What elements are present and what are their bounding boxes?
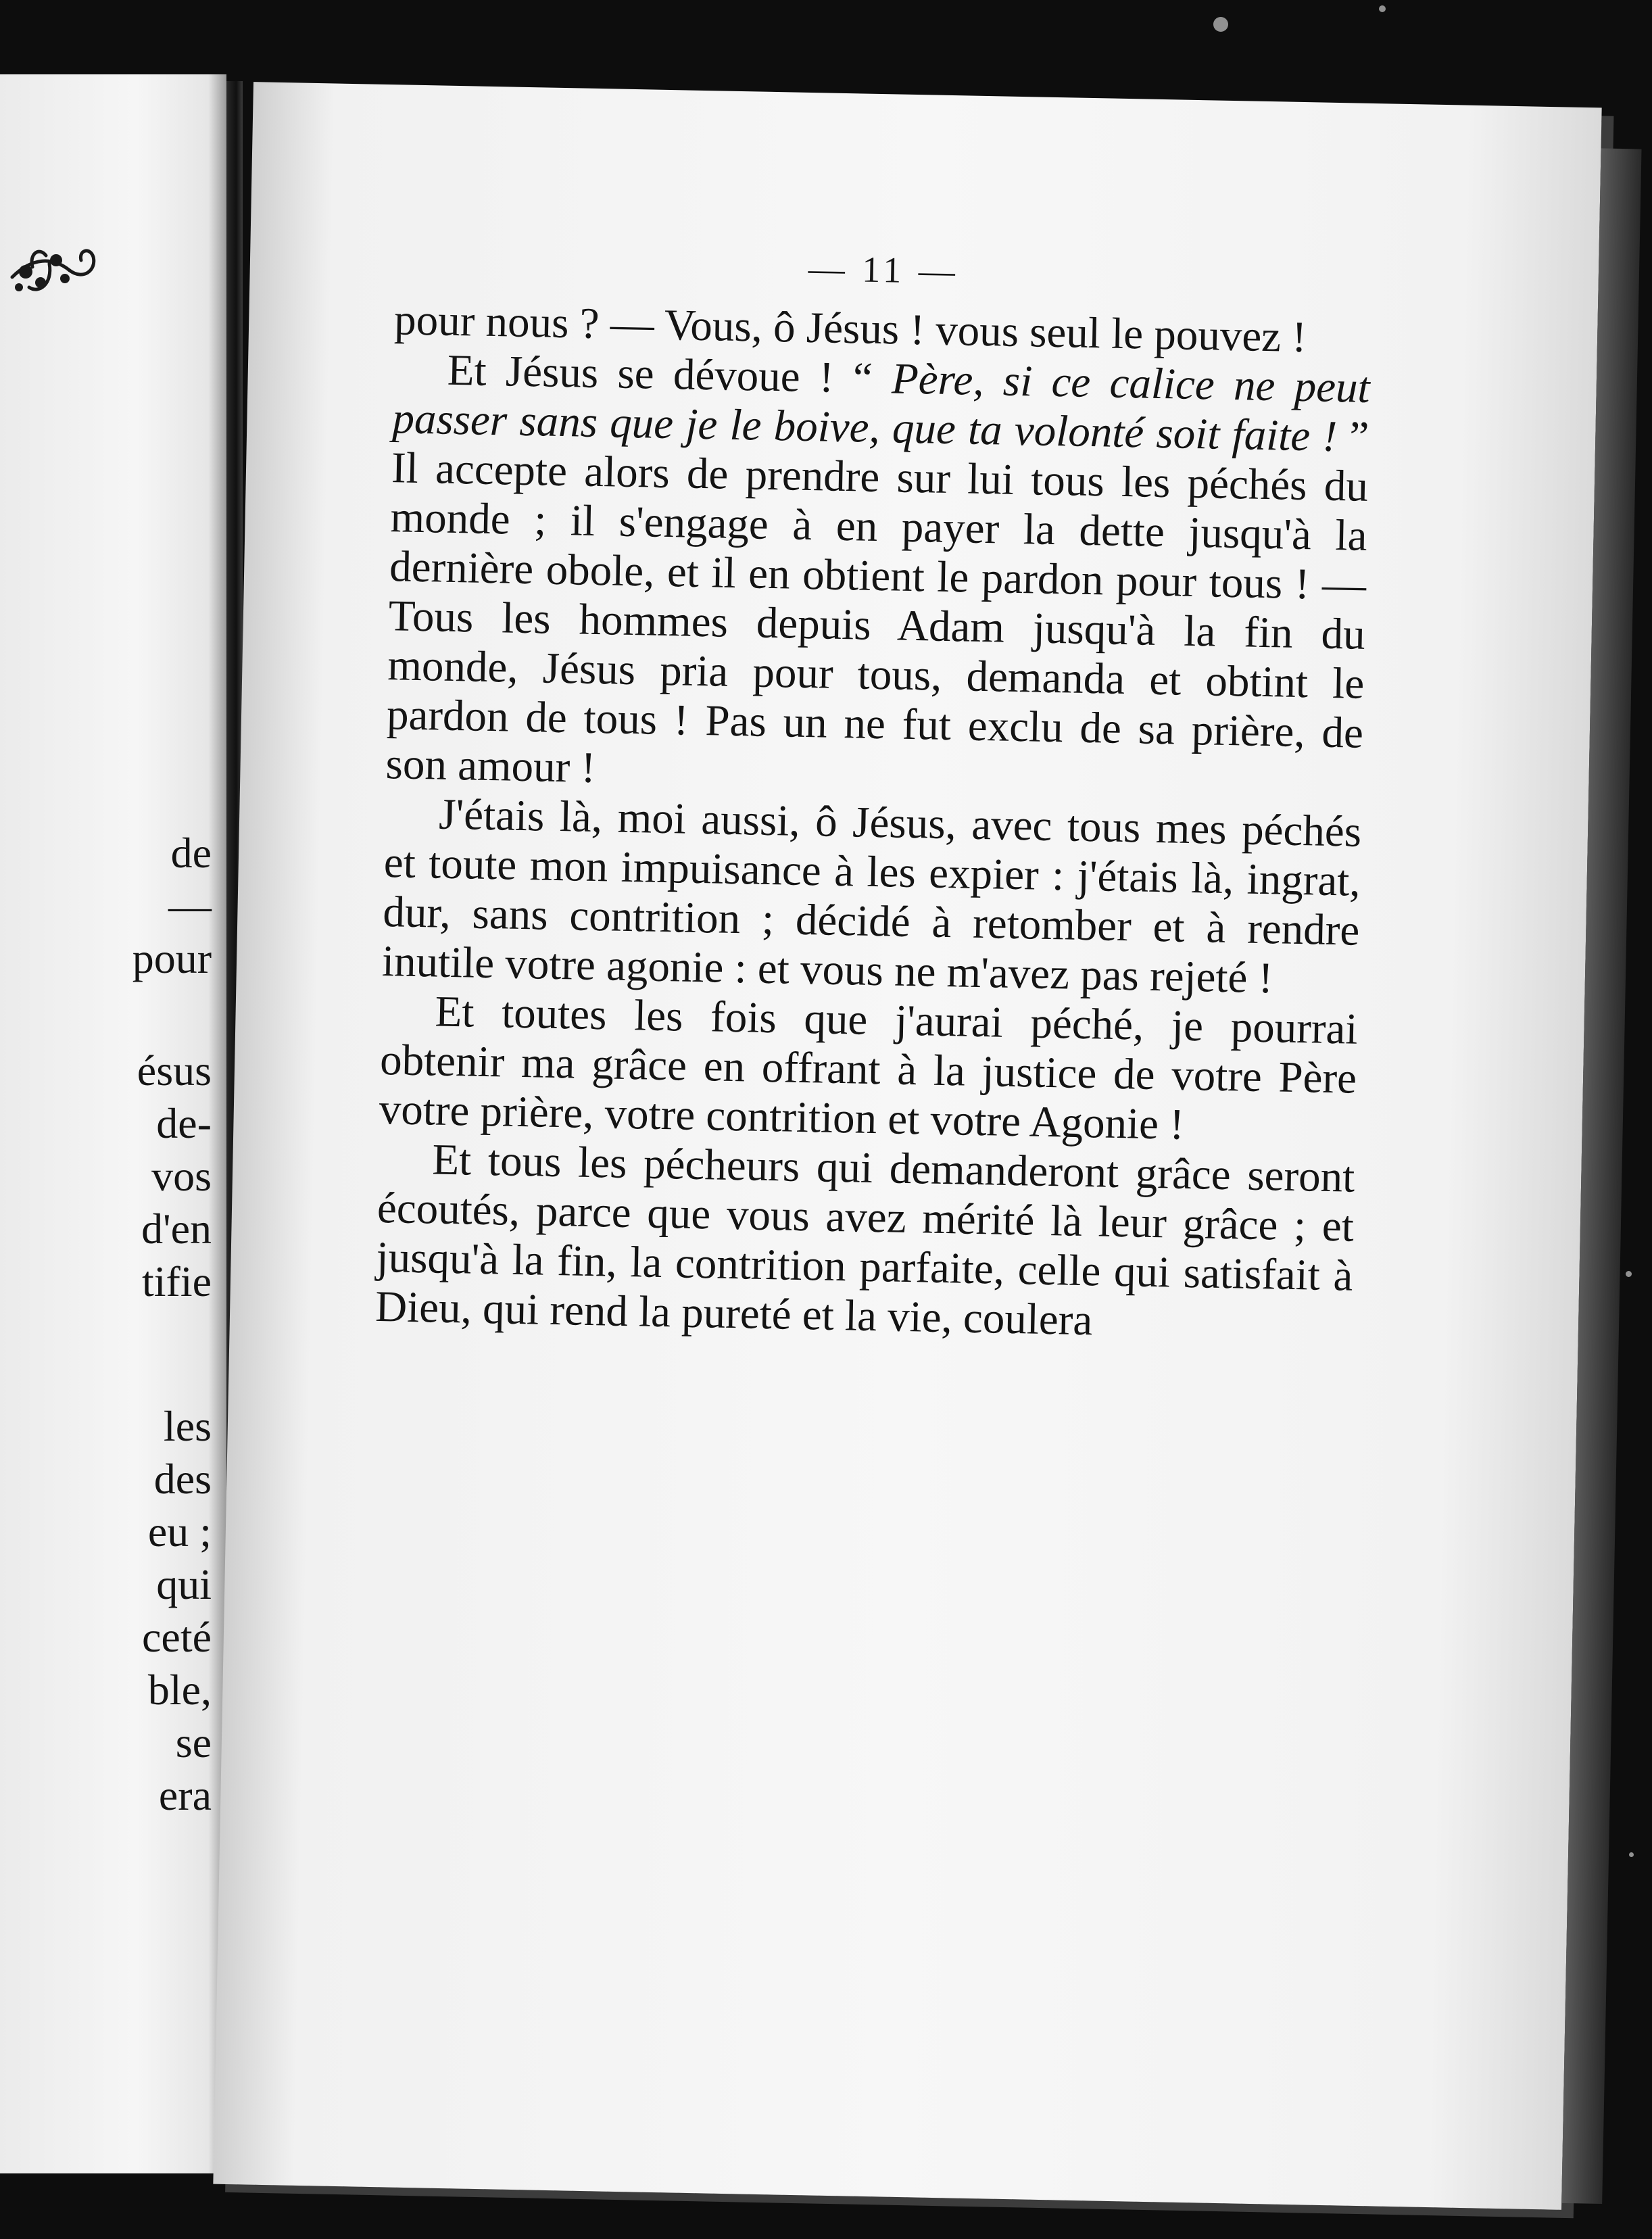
left-text-fragment: ble, — [147, 1666, 212, 1714]
text-run: ” Il accepte alors de prendre sur lui tous les péchés du monde ; il s'engage à en payer la dette jusqu'à la dernière obole, et il en obtient le pardon pour tous ! — Tous les hommes depuis Adam jusqu'à la fin du monde, Jésus pria pour tous, demanda et obtint le pardon de tous ! Pas un ne fut exclu de sa prière, de son amour ! — [385, 412, 1369, 793]
left-text-fragment: — — [168, 882, 212, 930]
left-text-fragment: eu ; — [147, 1508, 212, 1556]
paragraph — [375, 1134, 1355, 1351]
scan-speck — [1626, 1271, 1632, 1277]
left-text-fragment: qui — [156, 1560, 212, 1608]
left-text-fragment: les — [163, 1402, 212, 1450]
text-run: Et Jésus se dévoue ! “ — [447, 345, 892, 404]
italic-quote: Père, si ce calice ne peut passer sans que je le boive, que ta volonté soit faite ! — [391, 354, 1371, 462]
text-run: Et tous les pécheurs qui demanderont grâce seront écoutés, parce que vous avez mérité là leur grâce ; et jusqu'à la fin, la contrition parfaite, celle qui satisfait à Dieu, qui rend la pureté et la vie, coulera — [374, 1135, 1355, 1345]
left-text-fragment: d'en — [141, 1205, 212, 1253]
page-text-block — [375, 240, 1373, 1350]
scan-speck — [1213, 17, 1228, 32]
paragraph — [379, 986, 1358, 1153]
floral-ornament-icon — [5, 230, 107, 311]
page-edge-shadow — [1561, 148, 1641, 2204]
page-number: — 11 — — [808, 247, 960, 292]
text-run: Et toutes les fois que j'aurai péché, je pourrai obtenir ma grâce en offrant à la justice de votre Père votre prière, votre contrition et votre Agonie ! — [379, 987, 1359, 1149]
left-text-fragment: ésus — [137, 1046, 212, 1094]
left-text-fragment: se — [175, 1718, 212, 1766]
left-text-fragment: ceté — [142, 1613, 212, 1661]
left-text-fragment: des — [153, 1455, 212, 1503]
left-text-fragment: pour — [132, 934, 212, 982]
left-text-fragment: vos — [151, 1152, 212, 1200]
right-page — [213, 82, 1601, 2210]
left-page — [0, 74, 226, 2173]
scan-speck — [1629, 1852, 1634, 1857]
left-text-fragment: tifie — [141, 1257, 212, 1305]
text-run: pour nous ? — Vous, ô Jésus ! vous seul le pouvez ! — [393, 295, 1307, 362]
left-text-fragment: era — [158, 1771, 212, 1819]
paragraph — [381, 789, 1361, 1005]
left-text-fragment: de- — [156, 1099, 212, 1147]
left-text-fragment: de — [170, 829, 212, 877]
paragraph — [385, 345, 1370, 808]
scan-speck — [1379, 5, 1386, 12]
text-run: J'étais là, moi aussi, ô Jésus, avec tous mes péchés et toute mon impuisance à les expier : j'étais là, ingrat, dur, sans contrition ; décidé à retomber et à rendre inutile votre agonie : et vous ne m'avez pas rejeté ! — [381, 790, 1362, 1003]
